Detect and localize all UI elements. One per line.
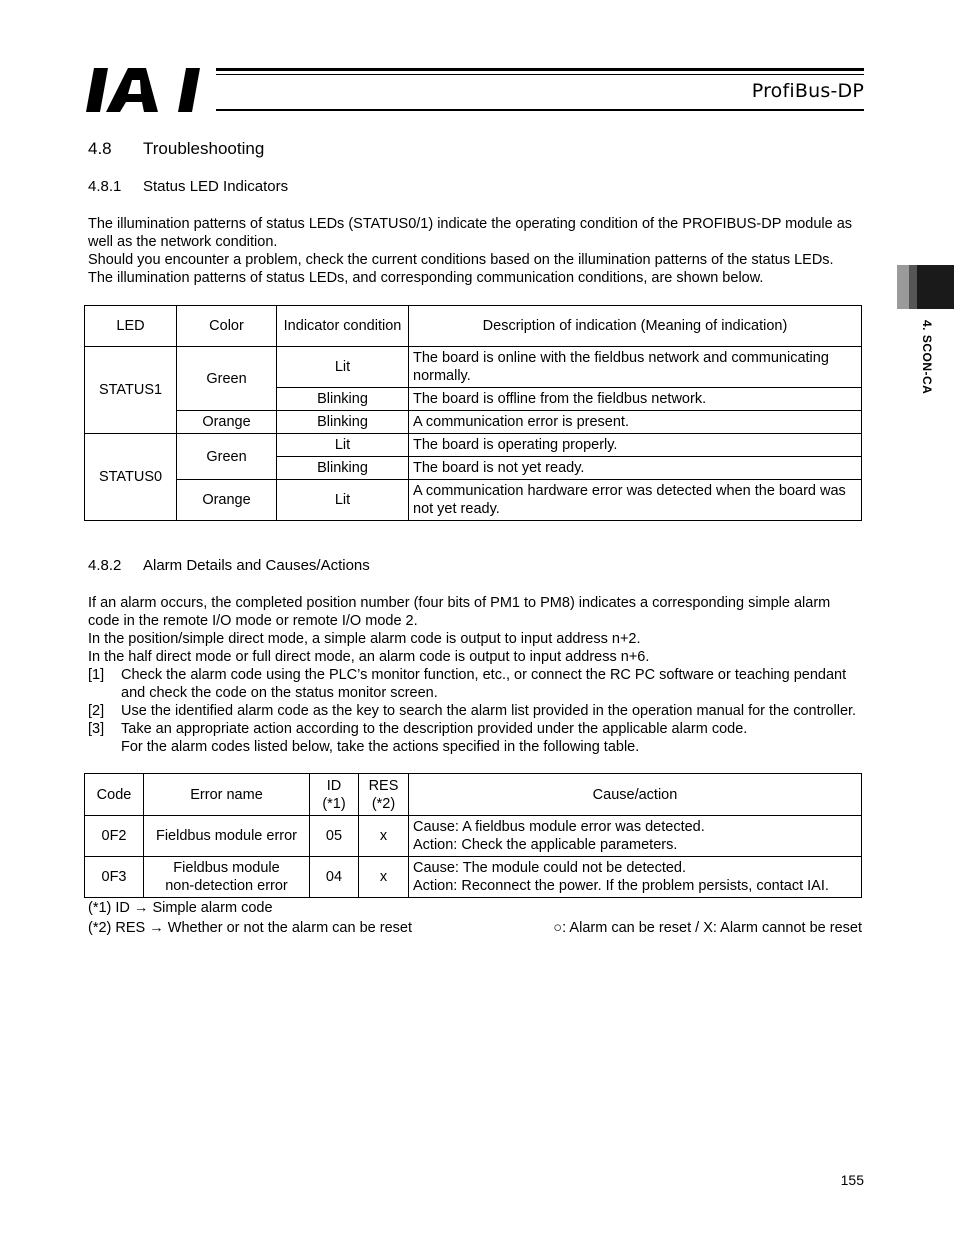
paragraph: The illumination patterns of status LEDs (STATUS0/1) indicate the operating condition of the PROFIBUS-DP module as well as the network condition. [88,216,853,250]
column-header: Code [85,774,144,816]
subsection-title: Alarm Details and Causes/Actions [143,557,370,574]
footnote: (*2) RES → Whether or not the alarm can be reset [88,920,412,936]
step-text: Check the alarm code using the PLC’s monitor function, etc., or connect the RC PC software or teaching pendant and check the code on the status monitor screen. [121,667,847,701]
subsection-number: 4.8.1 [88,178,122,195]
condition-cell: Blinking [277,457,409,480]
res-cell: x [359,857,409,898]
chapter-tab-black [917,265,954,309]
table-header-row [85,306,862,347]
color-cell: Green [177,347,277,411]
subsection-heading-led [88,178,288,195]
column-header: LED [85,306,177,347]
reset-legend: ○: Alarm can be reset / X: Alarm cannot be reset [553,920,862,936]
color-cell: Orange [177,411,277,434]
table-footnotes [88,898,862,938]
subsection-title: Status LED Indicators [143,178,289,195]
column-header: Cause/action [409,774,862,816]
table-row [85,480,862,521]
paragraph: In the half direct mode or full direct mode, an alarm code is output to input address n+6. [88,649,650,665]
error-name-line: non-detection error [165,878,288,894]
condition-cell: Lit [277,480,409,521]
subsection-heading-alarm [88,557,370,574]
color-cell: Orange [177,480,277,521]
paragraph: The illumination patterns of status LEDs, and corresponding communication conditions, are shown below. [88,270,764,286]
res-cell: x [359,816,409,857]
list-item [88,702,858,720]
section-number: 4.8 [88,139,112,158]
table-row [85,816,862,857]
step-text: Take an appropriate action according to the description provided under the applicable alarm code. [121,721,748,737]
header-rule-thick [216,68,864,71]
header-line: ID [326,777,342,794]
step-text: Use the identified alarm code as the key to search the alarm list provided in the operation manual for the controller. [121,703,857,719]
condition-cell: Lit [277,434,409,457]
column-header [359,774,409,816]
footnote: (*1) ID → Simple alarm code [88,900,273,916]
description-cell: The board is offline from the fieldbus network. [409,388,862,411]
error-name-line: Fieldbus module error [155,828,298,844]
description-cell: A communication hardware error was detected when the board was not yet ready. [409,480,862,521]
cause-text: Cause: The module could not be detected. [413,860,687,876]
cause-action-cell [409,816,862,857]
column-header: Color [177,306,277,347]
led-status-table [84,305,862,521]
code-cell: 0F2 [85,816,144,857]
header-rule-thin [216,74,864,75]
cause-text: Cause: A fieldbus module error was detected. [413,819,705,835]
error-name-cell [144,816,310,857]
description-cell: The board is operating properly. [409,434,862,457]
chapter-tab-label: 4. SCON-CA [920,320,934,395]
list-item [88,666,858,702]
header-line: (*2) [371,795,396,812]
error-name-cell [144,857,310,898]
section-heading [88,139,264,159]
id-cell: 04 [310,857,359,898]
header-rule-bottom [216,109,864,111]
paragraph: If an alarm occurs, the completed position number (four bits of PM1 to PM8) indicates a corresponding simple alarm code in the remote I/O mode or remote I/O mode 2. [88,595,831,629]
header-line: (*1) [322,795,346,812]
paragraph: Should you encounter a problem, check the current conditions based on the illumination patterns of the status LEDs. [88,252,834,268]
column-header: Indicator condition [277,306,409,347]
condition-cell: Blinking [277,411,409,434]
led-intro-text [88,215,858,287]
column-header: Description of indication (Meaning of indication) [409,306,862,347]
chapter-tab-dark [909,265,917,309]
table-row [85,347,862,388]
description-cell: A communication error is present. [409,411,862,434]
description-cell: The board is online with the fieldbus network and communicating normally. [409,347,862,388]
page-number: 155 [840,1172,864,1188]
code-cell: 0F3 [85,857,144,898]
header-line: RES [368,777,399,794]
table-row [85,434,862,457]
condition-cell: Blinking [277,388,409,411]
manual-title: ProfiBus-DP [751,80,864,102]
table-row [85,411,862,434]
step-number: [1] [88,667,105,683]
procedure-steps [88,666,858,756]
led-cell: STATUS0 [85,434,177,521]
action-text: Action: Check the applicable parameters. [413,837,678,853]
error-name-line: Fieldbus module [173,860,280,876]
description-cell: The board is not yet ready. [409,457,862,480]
column-header: Error name [144,774,310,816]
subsection-number: 4.8.2 [88,557,122,574]
id-cell: 05 [310,816,359,857]
list-item [88,720,858,738]
color-cell: Green [177,434,277,480]
paragraph: In the position/simple direct mode, a simple alarm code is output to input address n+2. [88,631,641,647]
table-row [85,857,862,898]
section-title: Troubleshooting [143,139,265,158]
action-text: Action: Reconnect the power. If the problem persists, contact IAI. [413,878,829,894]
table-header-row [85,774,862,816]
cause-action-cell [409,857,862,898]
chapter-tab-gray [897,265,909,309]
alarm-intro-text [88,594,858,666]
led-cell: STATUS1 [85,347,177,434]
step-number: [2] [88,703,105,719]
step-note: For the alarm codes listed below, take the actions specified in the following table. [121,739,640,755]
condition-cell: Lit [277,347,409,388]
footnote-row [88,918,862,938]
alarm-table [84,773,862,898]
step-number: [3] [88,721,105,737]
column-header [310,774,359,816]
iai-logo [86,66,208,114]
